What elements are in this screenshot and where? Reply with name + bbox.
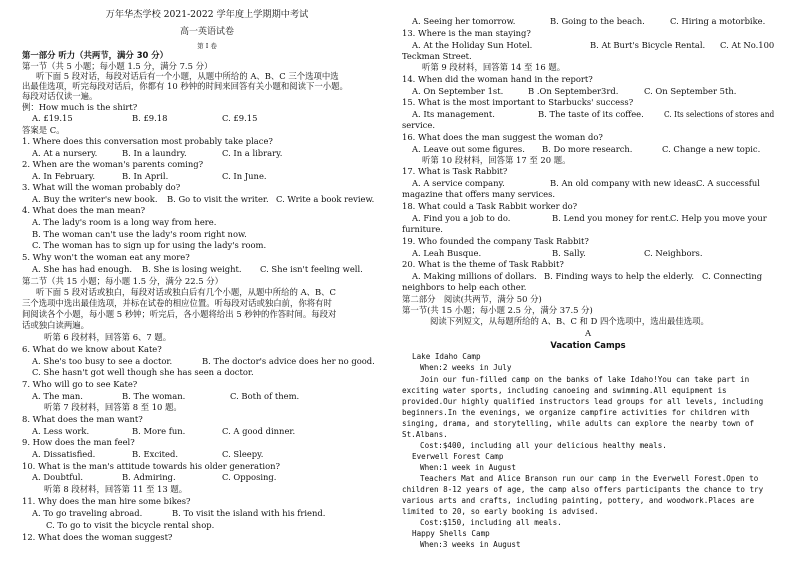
question: 3. What will the woman probably do? <box>22 182 181 192</box>
camp-cost: Cost:$150, including all meals. <box>420 518 562 527</box>
option-a: A. On September 1st. <box>412 86 504 96</box>
option-c: C. Opposing. <box>222 472 277 482</box>
question: 5. Why won't the woman eat any more? <box>22 252 190 262</box>
question: 2. When are the woman's parents coming? <box>22 159 204 169</box>
option-c: C. She hasn't got well though she has seen a doctor. <box>32 367 254 377</box>
option-c: C. Connecting <box>702 271 763 281</box>
option-b: B. The doctor's advice does her no good. <box>202 356 375 366</box>
option-c: C. Hiring a motorbike. <box>670 16 766 26</box>
option-b: B. Excited. <box>132 449 179 459</box>
option-b: B. To visit the island with his friend. <box>172 508 326 518</box>
camp-when: When:3 weeks in August <box>420 540 521 549</box>
reading-instructions: 阅读下列短文，从每题所给的 A、B、C 和 D 四个选项中，选出最佳选项。 <box>430 316 709 326</box>
camp-body-line: Join our fun-filled camp on the banks of lake Idaho!You can take part in <box>420 375 750 384</box>
option-b: B. Lend you money for rent. <box>552 213 672 223</box>
option-c: C. £9.15 <box>222 113 258 123</box>
camp-body-line: children 8-12 years of age, the camp also offers participants the chance to try <box>402 485 764 494</box>
part-two-heading: 第二部分 阅读(共两节，满分 50 分) <box>402 294 542 304</box>
listening-prompt: 听第 10 段材料，回答第 17 至 20 题。 <box>422 155 571 165</box>
option-b: B. Finding ways to help the elderly. <box>544 271 695 281</box>
option-a: A. Dissatisfied. <box>32 449 96 459</box>
question: 20. What is the theme of Task Rabbit? <box>402 259 564 269</box>
option-a: A. A service company. <box>412 178 505 188</box>
option-b: B. In April. <box>122 171 169 181</box>
option-a: A. At a nursery. <box>32 148 98 158</box>
option-b: B. At Burt's Bicycle Rental. <box>590 40 706 50</box>
instruction-line: 每段对话仅读一遍。 <box>22 91 98 101</box>
option-a: A. In February. <box>32 171 96 181</box>
exam-title: 万年华杰学校 2021-2022 学年度上学期期中考试 <box>105 9 309 20</box>
listening-prompt: 听第 8 段材料，回答第 11 至 13 题。 <box>44 484 188 494</box>
option-a: A. Doubtful. <box>32 472 84 482</box>
listening-prompt: 听第 7 段材料，回答第 8 至 10 题。 <box>44 402 182 412</box>
passage-label: A <box>584 328 592 338</box>
option-a: A. She's too busy to see a doctor. <box>32 356 173 366</box>
option-c-continued: neighbors to help each other. <box>402 282 527 292</box>
option-b: B. Go to visit the writer. <box>167 194 269 204</box>
option-c-continued: service. <box>402 120 435 130</box>
option-a: A. Its management. <box>412 109 495 119</box>
option-c: C. Write a book review. <box>276 194 375 204</box>
option-a: A. Buy the writer's new book. <box>32 194 158 204</box>
question: 17. What is Task Rabbit? <box>402 166 508 176</box>
question: 11. Why does the man hire some bikes? <box>22 496 191 506</box>
example-question: 例：How much is the shirt? <box>22 102 138 112</box>
part-one-heading: 第一部分 听力（共两节，满分 30 分） <box>22 50 169 60</box>
question: 18. What could a Task Rabbit worker do? <box>402 201 578 211</box>
option-a: A. Find you a job to do. <box>412 213 511 223</box>
question: 19. Who founded the company Task Rabbit? <box>402 236 589 246</box>
option-a: A. Leah Busque. <box>412 248 482 258</box>
camp-when: When:1 week in August <box>420 463 517 472</box>
option-c: C. Its selections of stores and <box>664 109 775 119</box>
question: 8. What does the man want? <box>22 414 143 424</box>
option-c: C. To go to visit the bicycle rental shop. <box>46 520 215 530</box>
question: 9. How does the man feel? <box>22 437 135 447</box>
option-a: A. £19.15 <box>32 113 73 123</box>
option-c-continued: Teckman Street. <box>402 51 472 61</box>
option-b: B. Do more research. <box>542 144 633 154</box>
instruction-line: 间阅读各个小题，每小题 5 秒钟；听完后，各小题将给出 5 秒钟的作答时间。每段对 <box>22 309 337 319</box>
option-b: B. The woman. <box>122 391 186 401</box>
question: 4. What does the man mean? <box>22 205 146 215</box>
camp-body-line: exciting water sports, including canoeing and swimming.All equipment is <box>402 386 727 395</box>
question: 1. Where does this conversation most probably take place? <box>22 136 273 146</box>
option-c: C. She isn't feeling well. <box>260 264 363 274</box>
volume-label: 第 I 卷 <box>197 42 217 50</box>
option-a: A. Leave out some figures. <box>412 144 525 154</box>
option-b: B. Admiring. <box>122 472 176 482</box>
question: 14. When did the woman hand in the report? <box>402 74 593 84</box>
camp-body-line: Teachers Mat and Alice Branson run our camp in the Everwell Forest.Open to <box>420 474 759 483</box>
camp-body-line: various arts and crafts, including painting, pottery, and woodwork.Places are <box>402 496 755 505</box>
option-c: C. On September 5th. <box>644 86 737 96</box>
question: 10. What is the man's attitude towards his older generation? <box>22 461 281 471</box>
question: 12. What does the woman suggest? <box>22 532 173 542</box>
option-a: A. Making millions of dollars. <box>412 271 537 281</box>
question: 7. Who will go to see Kate? <box>22 379 138 389</box>
option-a: A. The lady's room is a long way from here. <box>32 217 217 227</box>
instruction-line: 听下面 5 段对话，每段对话后有一个小题，从题中所给的 A、B、C 三个选项中选 <box>36 71 339 81</box>
option-c: C. Change a new topic. <box>662 144 761 154</box>
section-one-heading: 第一节(共 15 小题；每小题 2.5 分，满分 37.5 分) <box>402 305 593 315</box>
option-a: A. She has had enough. <box>32 264 133 274</box>
option-b: B. £9.18 <box>132 113 168 123</box>
camp-body-line: beginners.In the evenings, we organize campfire activities for children with <box>402 408 750 417</box>
option-b: B. An old company with new ideas. <box>550 178 699 188</box>
instruction-line: 三个选项中选出最佳选项，并标在试卷的相应位置。听每段对话或独白前，你将有时 <box>22 298 332 308</box>
instruction-line: 话或独白读两遍。 <box>22 320 89 330</box>
option-b: B .On September3rd. <box>528 86 619 96</box>
listening-prompt: 听第 9 段材料，回答第 14 至 16 题。 <box>422 62 566 72</box>
option-c-continued: magazine that offers many services. <box>402 189 556 199</box>
option-b: B. The woman can't use the lady's room right now. <box>32 229 247 239</box>
option-c: C. A successful <box>696 178 760 188</box>
camp-body-line: singing, drama, and storytelling, while adults can explore the nearby town of <box>402 419 755 428</box>
paper-title: 高一英语试卷 <box>179 27 234 37</box>
option-b: B. In a laundry. <box>122 148 187 158</box>
option-c: C. At No.100 <box>720 40 775 50</box>
camp-name: Everwell Forest Camp <box>412 452 504 461</box>
instruction-line: 出最佳选项，听完每段对话后，你都有 10 秒钟的时间来回答有关小题和阅读下一小题。 <box>22 81 348 91</box>
example-answer: 答案是 C。 <box>22 125 65 135</box>
option-c: C. A good dinner. <box>222 426 296 436</box>
option-b: B. Going to the beach. <box>550 16 645 26</box>
section-two-heading: 第二节（共 15 小题；每小题 1.5 分，满分 22.5 分） <box>22 276 223 286</box>
option-a: A. Seeing her tomorrow. <box>412 16 516 26</box>
camp-cost: Cost:$400, including all your delicious healthy meals. <box>420 441 667 450</box>
passage-title: Vacation Camps <box>550 340 626 350</box>
option-c: C. In June. <box>222 171 267 181</box>
option-b: B. The taste of its coffee. <box>538 109 644 119</box>
option-b: B. Sally. <box>552 248 586 258</box>
question: 16. What does the man suggest the woman do? <box>402 132 603 142</box>
section-one-heading: 第一节（共 5 小题；每小题 1.5 分，满分 7.5 分） <box>22 61 213 71</box>
option-a: A. Less work. <box>32 426 90 436</box>
option-a: A. The man. <box>32 391 83 401</box>
camp-body-line: limited to 20, so early booking is advised. <box>402 507 599 516</box>
option-b: B. More fun. <box>132 426 186 436</box>
option-c: C. Help you move your <box>670 213 767 223</box>
camp-name: Happy Shells Camp <box>412 529 490 538</box>
question: 13. Where is the man staying? <box>402 28 531 38</box>
option-a: A. At the Holiday Sun Hotel. <box>412 40 533 50</box>
option-a: A. To go traveling abroad. <box>32 508 143 518</box>
option-c: C. Sleepy. <box>222 449 264 459</box>
camp-body-line: St.Albans. <box>402 430 448 439</box>
option-c-continued: furniture. <box>402 224 443 234</box>
camp-name: Lake Idaho Camp <box>412 352 481 361</box>
option-c: C. Both of them. <box>230 391 300 401</box>
option-c: C. The woman has to sign up for using the lady's room. <box>32 240 267 250</box>
camp-body-line: provided.Our highly qualified instructors lead groups for all levels, including <box>402 397 764 406</box>
listening-prompt: 听第 6 段材料，回答第 6、7 题。 <box>44 332 172 342</box>
option-c: C. Neighbors. <box>644 248 703 258</box>
question: 6. What do we know about Kate? <box>22 344 162 354</box>
instruction-line: 听下面 5 段对话或独白，每段对话或独白后有几个小题，从题中所给的 A、B、C <box>36 287 336 297</box>
option-b: B. She is losing weight. <box>142 264 242 274</box>
question: 15. What is the most important to Starbucks' success? <box>402 97 634 107</box>
option-c: C. In a library. <box>222 148 283 158</box>
camp-when: When:2 weeks in July <box>420 363 512 372</box>
